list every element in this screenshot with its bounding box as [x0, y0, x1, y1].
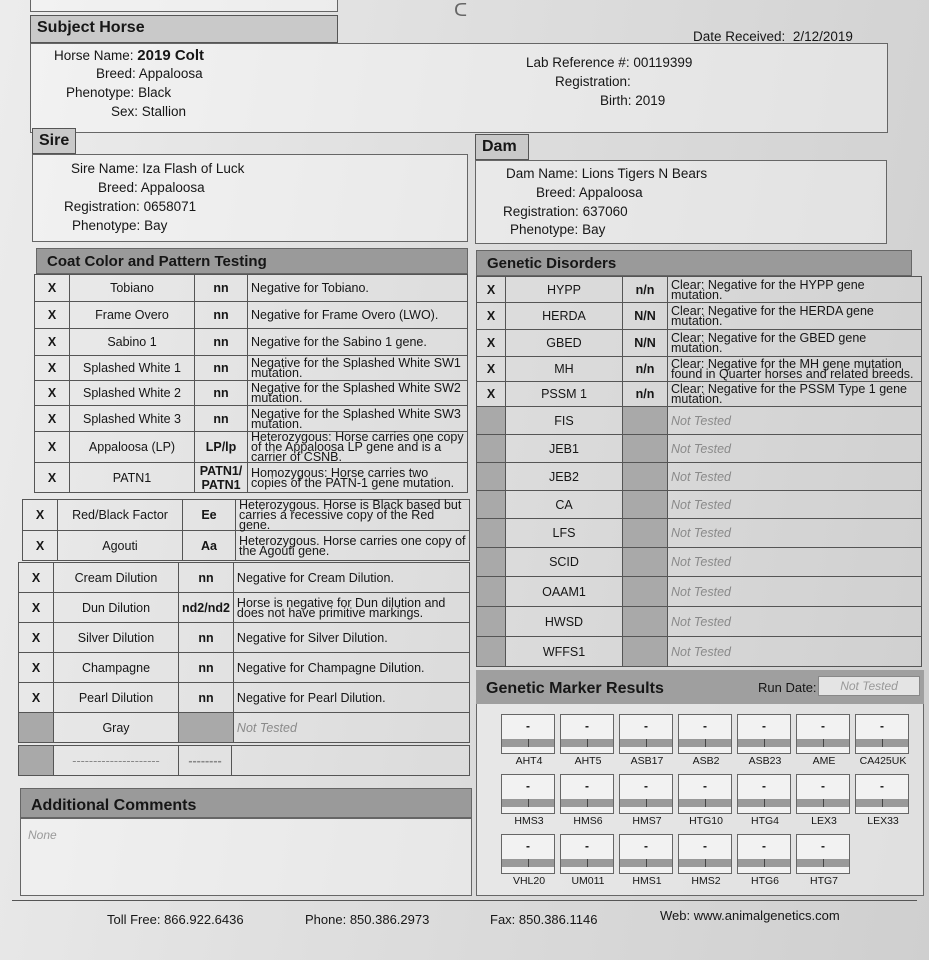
base-color-table	[22, 499, 470, 561]
row-mark: X	[35, 432, 70, 463]
marker-value: -	[644, 719, 648, 733]
marker-name: CA425UK	[859, 755, 907, 767]
row-result: Clear: Negative for the HYPP gene mutation.	[668, 277, 922, 303]
row-genotype	[623, 607, 668, 637]
marker-name: HTG7	[809, 875, 838, 887]
marker-value: -	[821, 779, 825, 793]
marker-cell	[560, 834, 614, 887]
row-genotype: n/n	[623, 277, 668, 303]
row-test: Red/Black Factor	[58, 500, 183, 531]
row-test: HYPP	[506, 277, 623, 303]
marker-bar	[561, 739, 613, 747]
coat-color-table	[34, 274, 468, 493]
marker-value: -	[644, 779, 648, 793]
marker-value: -	[880, 719, 884, 733]
marker-cell	[678, 774, 732, 827]
row-test: FIS	[506, 407, 623, 435]
footer-toll-free: Toll Free: 866.922.6436	[107, 912, 244, 927]
row-result: Clear: Negative for the GBED gene mutation.	[668, 330, 922, 357]
horse-name-row: Horse Name: 2019 Colt	[54, 47, 204, 64]
row-mark: X	[477, 382, 506, 407]
row-genotype	[623, 463, 668, 491]
row-result: Not Tested	[668, 607, 922, 637]
marker-bar	[856, 799, 908, 807]
row-test: Agouti	[58, 531, 183, 561]
row-result: Not Tested	[668, 463, 922, 491]
row-genotype: nn	[195, 406, 248, 432]
marker-cell	[737, 774, 791, 827]
row-test: Silver Dilution	[54, 623, 179, 653]
row-genotype	[623, 577, 668, 607]
row-genotype	[623, 548, 668, 577]
test-row	[19, 653, 470, 683]
marker-value: -	[762, 839, 766, 853]
row-mark	[477, 637, 506, 667]
row-genotype: nn	[179, 623, 234, 653]
marker-bar	[797, 739, 849, 747]
top-stub-box	[30, 0, 338, 12]
blank-test-cell: ---------------------	[54, 746, 179, 776]
row-result: Negative for Cream Dilution.	[233, 563, 469, 593]
marker-value: -	[762, 719, 766, 733]
marker-name: ASB2	[692, 755, 720, 767]
row-mark: X	[19, 623, 54, 653]
marker-name: HTG4	[750, 815, 779, 827]
comments-box	[20, 818, 472, 896]
blank-row-table	[18, 745, 470, 776]
row-mark: X	[477, 357, 506, 382]
marker-bar	[561, 859, 613, 867]
marker-cell	[737, 834, 791, 887]
row-result: Negative for Pearl Dilution.	[233, 683, 469, 713]
row-genotype: nn	[179, 563, 234, 593]
test-row	[19, 563, 470, 593]
test-row	[477, 519, 922, 548]
row-test: Pearl Dilution	[54, 683, 179, 713]
marker-cell	[855, 714, 909, 767]
test-row	[19, 623, 470, 653]
row-result: Homozygous: Horse carries two copies of the PATN-1 gene mutation.	[248, 463, 468, 493]
test-row	[19, 593, 470, 623]
blank-result-cell	[232, 746, 470, 776]
dam-breed-row: Breed: Appaloosa	[536, 185, 643, 200]
sire-phenotype-row: Phenotype: Bay	[72, 218, 168, 233]
row-mark	[477, 435, 506, 463]
run-date-label: Run Date:	[758, 680, 817, 695]
row-result: Not Tested	[668, 407, 922, 435]
marker-name: AME	[812, 755, 836, 767]
marker-value: -	[526, 719, 530, 733]
marker-cell	[501, 774, 555, 827]
marker-bar	[620, 799, 672, 807]
row-mark: X	[19, 563, 54, 593]
marker-name: HTG6	[750, 875, 779, 887]
marker-value: -	[526, 839, 530, 853]
row-genotype: nn	[179, 653, 234, 683]
row-genotype: nn	[195, 275, 248, 302]
marker-name: HMS2	[691, 875, 721, 887]
row-result: Heterozygous. Horse is Black based but carries a recessive copy of the Red gene.	[236, 500, 470, 531]
row-mark	[477, 491, 506, 519]
test-row	[35, 302, 468, 329]
row-genotype: nn	[195, 329, 248, 356]
row-test: Champagne	[54, 653, 179, 683]
row-result: Clear: Negative for the PSSM Type 1 gene mutation.	[668, 382, 922, 407]
marker-bar	[502, 859, 554, 867]
row-mark	[477, 407, 506, 435]
test-row	[35, 275, 468, 302]
marker-cell	[560, 774, 614, 827]
marker-cell	[737, 714, 791, 767]
marker-cell	[560, 714, 614, 767]
row-test: MH	[506, 357, 623, 382]
marker-value: -	[821, 839, 825, 853]
row-result: Negative for Silver Dilution.	[233, 623, 469, 653]
marker-cell	[678, 834, 732, 887]
sire-name-row: Sire Name: Iza Flash of Luck	[71, 161, 245, 176]
row-result: Negative for Champagne Dilution.	[233, 653, 469, 683]
row-mark: X	[23, 531, 58, 561]
coat-color-header: Coat Color and Pattern Testing	[36, 248, 468, 274]
marker-name: HMS7	[632, 815, 662, 827]
run-date-value: Not Tested	[818, 676, 920, 696]
marker-bar	[856, 739, 908, 747]
footer-phone: Phone: 850.386.2973	[305, 912, 430, 927]
marker-name: LEX33	[867, 815, 899, 827]
marker-name: LEX3	[811, 815, 837, 827]
marker-header: Genetic Marker Results	[476, 670, 924, 704]
row-genotype	[623, 407, 668, 435]
row-mark: X	[35, 406, 70, 432]
marker-name: ASB23	[748, 755, 782, 767]
row-genotype: Ee	[183, 500, 236, 531]
test-row	[477, 491, 922, 519]
row-mark: X	[477, 303, 506, 330]
subject-horse-tab: Subject Horse	[30, 15, 338, 43]
row-genotype	[623, 637, 668, 667]
marker-value: -	[762, 779, 766, 793]
footer-web: Web: www.animalgenetics.com	[660, 908, 840, 923]
marker-value: -	[644, 839, 648, 853]
row-test: OAAM1	[506, 577, 623, 607]
marker-name: HMS3	[514, 815, 544, 827]
row-genotype: nn	[195, 356, 248, 381]
dam-phenotype-row: Phenotype: Bay	[510, 222, 606, 237]
sire-tab: Sire	[32, 128, 76, 154]
row-mark: X	[19, 653, 54, 683]
test-row	[23, 531, 470, 561]
test-row	[477, 382, 922, 407]
marker-name: AHT4	[515, 755, 543, 767]
test-row	[35, 432, 468, 463]
row-genotype: n/n	[623, 357, 668, 382]
row-test: WFFS1	[506, 637, 623, 667]
row-test: HERDA	[506, 303, 623, 330]
row-genotype: Aa	[183, 531, 236, 561]
row-result: Not Tested	[668, 491, 922, 519]
row-genotype	[623, 435, 668, 463]
marker-bar	[679, 799, 731, 807]
row-test: PSSM 1	[506, 382, 623, 407]
marker-value: -	[585, 779, 589, 793]
lab-ref-row: Lab Reference #: 00119399	[526, 55, 693, 70]
test-row	[477, 303, 922, 330]
row-result: Not Tested	[668, 577, 922, 607]
row-genotype	[623, 519, 668, 548]
row-test: Cream Dilution	[54, 563, 179, 593]
row-test: SCID	[506, 548, 623, 577]
row-mark: X	[35, 329, 70, 356]
marker-bar	[620, 739, 672, 747]
marker-value: -	[585, 719, 589, 733]
test-row	[35, 329, 468, 356]
marker-value: -	[703, 719, 707, 733]
phenotype-row: Phenotype: Black	[66, 85, 172, 100]
row-result: Clear: Negative for the MH gene mutation found in Quarter horses and related breeds.	[668, 357, 922, 382]
row-result: Not Tested	[668, 435, 922, 463]
marker-value: -	[821, 719, 825, 733]
birth-row: Birth: 2019	[600, 93, 666, 108]
additional-comments-header: Additional Comments	[20, 788, 472, 818]
row-test: Splashed White 3	[70, 406, 195, 432]
marker-bar	[502, 799, 554, 807]
marker-cell	[501, 834, 555, 887]
comments-text: None	[28, 828, 57, 842]
test-row	[35, 406, 468, 432]
row-genotype: nd2/nd2	[179, 593, 234, 623]
row-test: LFS	[506, 519, 623, 548]
row-mark: X	[35, 463, 70, 493]
breed-row: Breed: Appaloosa	[96, 66, 203, 81]
row-mark: X	[19, 593, 54, 623]
marker-name: UM011	[571, 875, 605, 887]
row-result: Not Tested	[668, 519, 922, 548]
row-result: Horse is negative for Dun dilution and does not have primitive markings.	[233, 593, 469, 623]
test-row	[477, 357, 922, 382]
row-mark: X	[23, 500, 58, 531]
row-mark: X	[477, 277, 506, 303]
row-test: Splashed White 2	[70, 381, 195, 406]
row-test: Dun Dilution	[54, 593, 179, 623]
row-mark	[477, 519, 506, 548]
sex-row: Sex: Stallion	[111, 104, 187, 119]
row-result: Heterozygous: Horse carries one copy of the Appaloosa LP gene and is a carrier of CSNB.	[248, 432, 468, 463]
marker-bar	[797, 799, 849, 807]
test-row	[23, 500, 470, 531]
marker-value: -	[703, 779, 707, 793]
sire-breed-row: Breed: Appaloosa	[98, 180, 205, 195]
dilution-table	[18, 562, 470, 743]
test-row	[477, 407, 922, 435]
marker-cell	[619, 774, 673, 827]
footer-fax: Fax: 850.386.1146	[490, 912, 598, 927]
row-result: Not Tested	[668, 637, 922, 667]
row-mark	[19, 713, 54, 743]
row-mark	[477, 548, 506, 577]
row-genotype: nn	[195, 381, 248, 406]
row-result: Negative for the Sabino 1 gene.	[248, 329, 468, 356]
row-test: Sabino 1	[70, 329, 195, 356]
marker-value: -	[880, 779, 884, 793]
row-genotype	[179, 713, 234, 743]
marker-cell	[796, 834, 850, 887]
marker-cell	[796, 774, 850, 827]
row-mark	[477, 577, 506, 607]
row-mark: X	[35, 356, 70, 381]
row-test: JEB1	[506, 435, 623, 463]
row-result: Negative for Tobiano.	[248, 275, 468, 302]
marker-cell	[855, 774, 909, 827]
pen-mark: ᑕ	[454, 0, 468, 20]
row-mark: X	[19, 683, 54, 713]
test-row	[35, 463, 468, 493]
row-result: Negative for the Splashed White SW1 mutation.	[248, 356, 468, 381]
test-row	[19, 683, 470, 713]
row-test: CA	[506, 491, 623, 519]
marker-name: HMS6	[573, 815, 603, 827]
row-genotype: PATN1/ PATN1	[195, 463, 248, 493]
row-test: JEB2	[506, 463, 623, 491]
dam-tab: Dam	[475, 134, 529, 160]
row-test: Tobiano	[70, 275, 195, 302]
marker-value: -	[585, 839, 589, 853]
marker-bar	[738, 739, 790, 747]
test-row	[477, 577, 922, 607]
test-row	[477, 330, 922, 357]
row-genotype	[623, 491, 668, 519]
date-received: Date Received: 2/12/2019	[693, 29, 853, 44]
row-result: Negative for the Splashed White SW2 mutation.	[248, 381, 468, 406]
row-genotype: N/N	[623, 303, 668, 330]
row-genotype: N/N	[623, 330, 668, 357]
row-test: Frame Overo	[70, 302, 195, 329]
marker-bar	[797, 859, 849, 867]
marker-cell	[619, 834, 673, 887]
genetic-disorders-table	[476, 276, 922, 667]
row-mark: X	[477, 330, 506, 357]
row-test: HWSD	[506, 607, 623, 637]
marker-bar	[502, 739, 554, 747]
test-row	[477, 637, 922, 667]
row-genotype: n/n	[623, 382, 668, 407]
test-row	[35, 381, 468, 406]
row-test: Splashed White 1	[70, 356, 195, 381]
row-result: Negative for the Splashed White SW3 mutation.	[248, 406, 468, 432]
row-test: GBED	[506, 330, 623, 357]
marker-name: ASB17	[630, 755, 664, 767]
marker-name: HMS1	[632, 875, 662, 887]
row-result: Not Tested	[668, 548, 922, 577]
row-mark: X	[35, 381, 70, 406]
marker-bar	[738, 799, 790, 807]
test-row	[19, 713, 470, 743]
blank-mark-cell	[19, 746, 54, 776]
row-mark: X	[35, 302, 70, 329]
marker-name: AHT5	[574, 755, 602, 767]
dam-name-row: Dam Name: Lions Tigers N Bears	[506, 166, 708, 181]
row-test: PATN1	[70, 463, 195, 493]
marker-bar	[620, 859, 672, 867]
test-row	[477, 548, 922, 577]
row-result: Not Tested	[233, 713, 469, 743]
marker-name: VHL20	[512, 875, 546, 887]
marker-cell	[796, 714, 850, 767]
row-genotype: nn	[195, 302, 248, 329]
row-mark	[477, 463, 506, 491]
test-row	[477, 277, 922, 303]
marker-name: HTG10	[689, 815, 723, 827]
row-genotype: LP/lp	[195, 432, 248, 463]
marker-value: -	[526, 779, 530, 793]
genetic-disorders-header: Genetic Disorders	[476, 250, 912, 276]
test-row	[35, 356, 468, 381]
registration-row: Registration:	[555, 74, 631, 89]
marker-bar	[679, 859, 731, 867]
test-row	[477, 463, 922, 491]
row-test: Gray	[54, 713, 179, 743]
test-row	[477, 607, 922, 637]
sire-registration-row: Registration: 0658071	[64, 199, 197, 214]
marker-bar	[679, 739, 731, 747]
row-mark	[477, 607, 506, 637]
marker-bar	[738, 859, 790, 867]
marker-bar	[561, 799, 613, 807]
row-result: Heterozygous. Horse carries one copy of the Agouti gene.	[236, 531, 470, 561]
row-test: Appaloosa (LP)	[70, 432, 195, 463]
marker-value: -	[703, 839, 707, 853]
row-result: Clear: Negative for the HERDA gene mutation.	[668, 303, 922, 330]
row-mark: X	[35, 275, 70, 302]
footer-rule	[12, 900, 917, 901]
test-row	[477, 435, 922, 463]
marker-cell	[619, 714, 673, 767]
dam-registration-row: Registration: 637060	[503, 204, 628, 219]
marker-cell	[678, 714, 732, 767]
row-result: Negative for Frame Overo (LWO).	[248, 302, 468, 329]
blank-genotype-cell: --------	[179, 746, 232, 776]
row-genotype: nn	[179, 683, 234, 713]
marker-cell	[501, 714, 555, 767]
